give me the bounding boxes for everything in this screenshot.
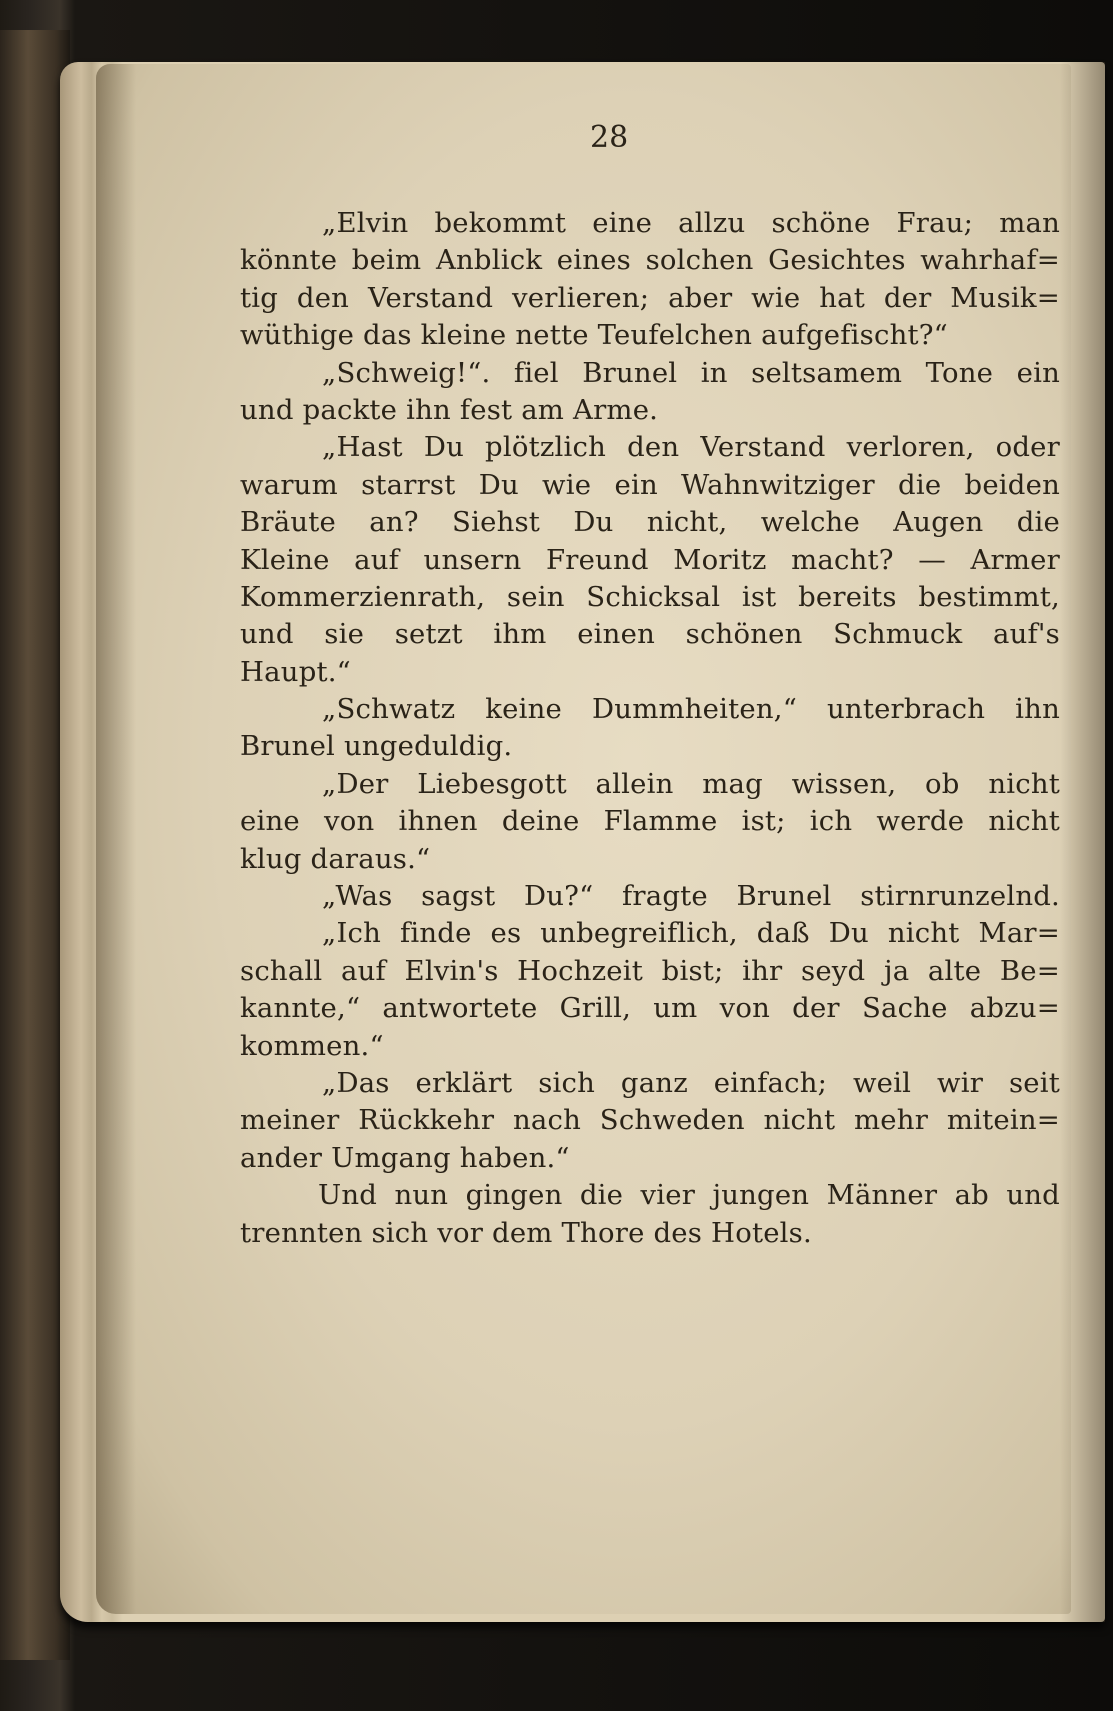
text-line: trennten sich vor dem Thore des Hotels. [240, 1216, 812, 1249]
text-line: wüthige das kleine nette Teufelchen aufgefischt?“ [240, 319, 948, 352]
text-line: warum starrst Du wie ein Wahnwitziger die beiden [240, 468, 1060, 501]
text-line: könnte beim Anblick eines solchen Gesichtes wahrhaf= [240, 244, 1060, 277]
text-line: „Elvin bekommt eine allzu schöne Frau; man [322, 207, 1060, 239]
text-line: Haupt.“ [240, 655, 351, 688]
text-line: „Ich finde es unbegreiflich, daß Du nicht Mar= [322, 917, 1060, 950]
text-line: „Schwatz keine Dummheiten,“ unterbrach ihn [322, 693, 1060, 726]
text-line: „Der Liebesgott allein mag wissen, ob nicht [322, 767, 1060, 800]
text-line: Und nun gingen die vier jungen Männer ab und [318, 1179, 1060, 1212]
text-line: und sie setzt ihm einen schönen Schmuck auf's [240, 618, 1060, 651]
text-line: „Das erklärt sich ganz einfach; weil wir seit [322, 1066, 1060, 1099]
page-number: 28 [590, 120, 629, 155]
text-line: Bräute an? Siehst Du nicht, welche Augen die [240, 506, 1060, 539]
text-line: ander Umgang haben.“ [240, 1141, 570, 1174]
page-edge-shadow [1060, 62, 1105, 1622]
text-line: „Hast Du plötzlich den Verstand verloren, oder [322, 431, 1060, 464]
page-gutter-shadow [96, 64, 136, 1614]
text-line: tig den Verstand verlieren; aber wie hat der Musik= [240, 281, 1060, 314]
text-line: Brunel ungeduldig. [240, 730, 513, 763]
text-line: und packte ihn fest am Arme. [240, 393, 659, 426]
text-line: „Was sagst Du?“ fragte Brunel stirnrunzelnd. [322, 880, 1060, 913]
text-line: Kommerzienrath, sein Schicksal ist bereits bestimmt, [240, 580, 1060, 613]
text-line: „Schweig!“. fiel Brunel in seltsamem Tone ein [322, 356, 1060, 389]
text-line: klug daraus.“ [240, 842, 431, 875]
text-line: schall auf Elvin's Hochzeit bist; ihr seyd ja alte Be= [240, 954, 1060, 987]
text-line: kommen.“ [240, 1029, 384, 1062]
page-text [240, 205, 1060, 1252]
text-line: kannte,“ antwortete Grill, um von der Sache abzu= [240, 992, 1060, 1025]
text-line: eine von ihnen deine Flamme ist; ich werde nicht [240, 805, 1060, 838]
text-line: Kleine auf unsern Freund Moritz macht? — Armer [240, 543, 1060, 576]
text-line: meiner Rückkehr nach Schweden nicht mehr mitein= [240, 1104, 1060, 1137]
